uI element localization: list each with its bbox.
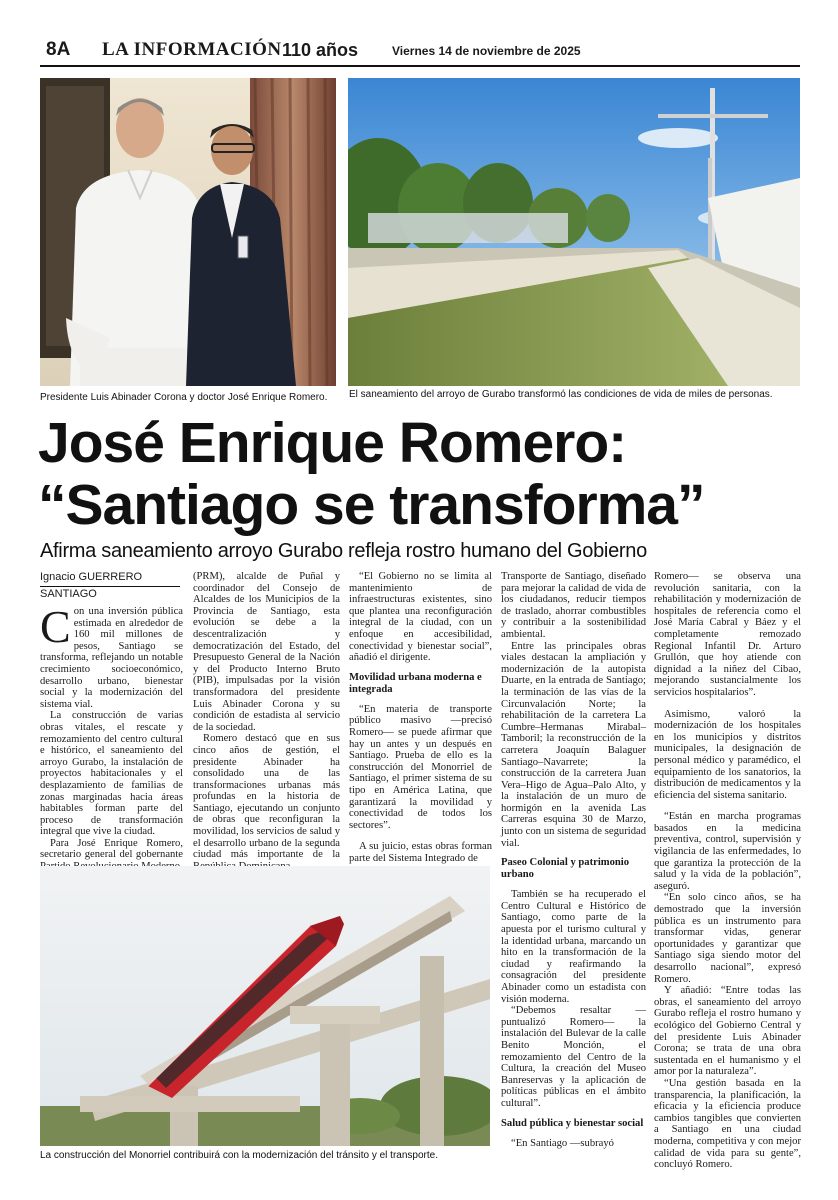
canal-caption: El saneamiento del arroyo de Gurabo transformó las condiciones de vida de miles de personas. bbox=[349, 389, 773, 400]
paragraph: (PRM), alcalde de Puñal y coordinador del Consejo de Alcaldes de los Municipios de la Provincia de Santiago, esta evolución se debe a la descentralización y democratización del Estado, del Presupuesto General de la Nación y del Producto Interno Bruto (PIB), impulsadas por la visión transformadora del presidente Luis Abinader Corona y su condición de estadista al servicio de la sociedad. bbox=[193, 571, 340, 733]
paragraph: También se ha recuperado el Centro Cultural e Histórico de Santiago, como parte de la apuesta por el turismo cultural y la identidad urbana, marcando un hito en la transformación de la ciudad y reafirmando la consagración del presidente Abinader como un estadista con visión moderna. bbox=[501, 889, 646, 1005]
section-heading: Paseo Colonial y patrimonio urbano bbox=[501, 857, 630, 881]
article-title bbox=[38, 412, 808, 536]
article-column-1 bbox=[40, 601, 183, 873]
portrait-photo bbox=[40, 78, 336, 386]
drop-cap: C bbox=[40, 601, 71, 652]
section-heading: Movilidad urbana moderna e integrada bbox=[349, 671, 482, 695]
section-heading: Salud pública y bienestar social bbox=[501, 1117, 644, 1129]
paragraph: “En solo cinco años, se ha demostrado que la inversión pública es un instrumento para transformar vidas, generar oportunidades y garantizar que Santiago siga siendo motor del desarrollo nacional”, expresó Romero. bbox=[654, 892, 801, 985]
paragraph: Asimismo, valoró la modernización de los hospitales en los municipios y distritos municipales, la designación de personal médico y paramédico, el equipamiento de los sanatorios, la distribución de medicamentos y la eficiencia del sistema sanitario. bbox=[654, 708, 801, 801]
paragraph: Con una inversión pública estimada en alrededor de 160 mil millones de pesos, Santiago se transforma, reflejando un notable crecimiento socioeconómico, desarrollo urbano, bienestar social y la modernización del sistema vial. bbox=[40, 601, 183, 710]
paragraph: Para José Enrique Romero, secretario general del gobernante bbox=[40, 837, 183, 861]
paragraph: “En Santiago —subrayó bbox=[511, 1137, 614, 1149]
article-column-3 bbox=[349, 571, 492, 864]
issue-date: Viernes 14 de noviembre de 2025 bbox=[392, 44, 581, 58]
paragraph: Romero destacó que en sus cinco años de gestión, el presidente Abinader ha consolidado una de las transformaciones urbanas más profundas en la historia de Santiago, ejecutando un conjunto de obras que reconfiguran la movilidad, los servicios de salud y el desarrollo urbano de la segunda ciudad más importante de la bbox=[193, 733, 340, 861]
article-column-2 bbox=[193, 571, 340, 872]
article-subtitle: Afirma saneamiento arroyo Gurabo refleja rostro humano del Gobierno bbox=[40, 540, 647, 562]
paragraph: La construcción de varias obras vitales, el rescate y remozamiento del centro cultural e histórico, el saneamiento del arroyo Gurabo, la instalación de proyectos habitacionales y el desplazamiento de familias de zonas marginadas hacia áreas habitables forman parte del proceso de transformación integral que vive la ciudad. bbox=[40, 710, 183, 838]
portrait-caption: Presidente Luis Abinader Corona y doctor José Enrique Romero. bbox=[40, 392, 328, 403]
monorail-caption: La construcción del Monorriel contribuirá con la modernización del tránsito y el transporte. bbox=[40, 1150, 438, 1161]
paragraph: Y añadió: “Entre todas las obras, el saneamiento del arroyo Gurabo refleja el rostro humano y ecológico del Gobierno Central y del presidente Luis Abinader Corona; se trata de una obra sustentada en el humanismo y el amor por la naturaleza”. bbox=[654, 985, 801, 1078]
paragraph: “Están en marcha programas basados en la medicina preventiva, control, supervisión y vigilancia de las enfermedades, lo que garantiza la protección de la salud y la vida de la población”, aseguró. bbox=[654, 811, 801, 892]
masthead: LA INFORMACIÓN bbox=[102, 39, 282, 60]
canal-photo bbox=[348, 78, 800, 386]
monorail-photo bbox=[40, 866, 490, 1146]
page-header bbox=[40, 37, 800, 67]
title-line-1: José Enrique Romero: bbox=[38, 411, 627, 475]
paragraph: A su juicio, estas obras forman parte del Sistema Integrado de bbox=[349, 841, 492, 864]
paragraph: Entre las principales obras viales destacan la ampliación y modernización de la autopista Duarte, en la entrada de Santiago; la terminación de las vías de la Circunvalación Norte; la rehabilitación de la carretera La Cumbre–Hermanas Mirabal–Tamboril; la reconstrucción de la carretera Joaquín Balaguer Santiago–Navarrete; la construcción de la carretera Juan Vera–Higo de Agua–Palo Alto, y la instalación de un muro de hormigón en la avenida Las Carreras esquina 30 de Marzo, junto con un sistema de seguridad vial. bbox=[501, 640, 646, 849]
paragraph: Transporte de Santiago, diseñado para mejorar la calidad de vida de los ciudadanos, reducir tiempos de traslado, ahorrar combustibles y contribuir a la sostenibilidad ambiental. bbox=[501, 571, 646, 640]
paragraph: “Debemos resaltar —puntualizó Romero— la instalación del Bulevar de la calle Benito Monción, el remozamiento del Centro de la Cultura, la creación del Museo Banreservas y la aplicación de políticas públicas en el ámbito cultural”. bbox=[501, 1005, 646, 1109]
title-line-2: “Santiago se transforma” bbox=[38, 473, 705, 537]
paragraph: “Una gestión basada en la transparencia, la planificación, la eficacia y la eficiencia produce cambios tangibles que convierten a Santiago en una ciudad moderna, competitiva y con mejor calidad de vida para su gente”, concluyó Romero. bbox=[654, 1077, 801, 1171]
dateline: SANTIAGO bbox=[40, 586, 180, 600]
article-column-4 bbox=[501, 571, 646, 1149]
article-column-5 bbox=[654, 571, 801, 1171]
anniversary-label: 110 años bbox=[282, 40, 359, 60]
page-number: 8A bbox=[46, 39, 71, 60]
paragraph: Romero— se observa una revolución sanitaria, con la rehabilitación y modernización de hospitales de referencia como el José María Cabral y Báez y el completamente remozado Regional Infantil Dr. Arturo Grullón, que hoy atiende con dignidad a la niñez del Cibao, mejorando sustancialmente los servicios hospitalarios”. bbox=[654, 571, 801, 698]
paragraph: “En materia de transporte público masivo —precisó Romero— se puede afirmar que hay un antes y un después en Santiago. Prueba de ello es la construcción del Monorriel de Santiago, el primer sistema de su tipo en América Latina, que garantizará la movilidad y conectividad de todos los sectores”. bbox=[349, 703, 492, 831]
byline: Ignacio GUERRERO bbox=[40, 571, 143, 583]
paragraph: “El Gobierno no se limita al mantenimiento de infraestructuras existentes, sino que plantea una reconfiguración integral de la ciudad, con un enfoque en accesibilidad, conectividad y bienestar social”, añadió el dirigente. bbox=[349, 571, 492, 664]
